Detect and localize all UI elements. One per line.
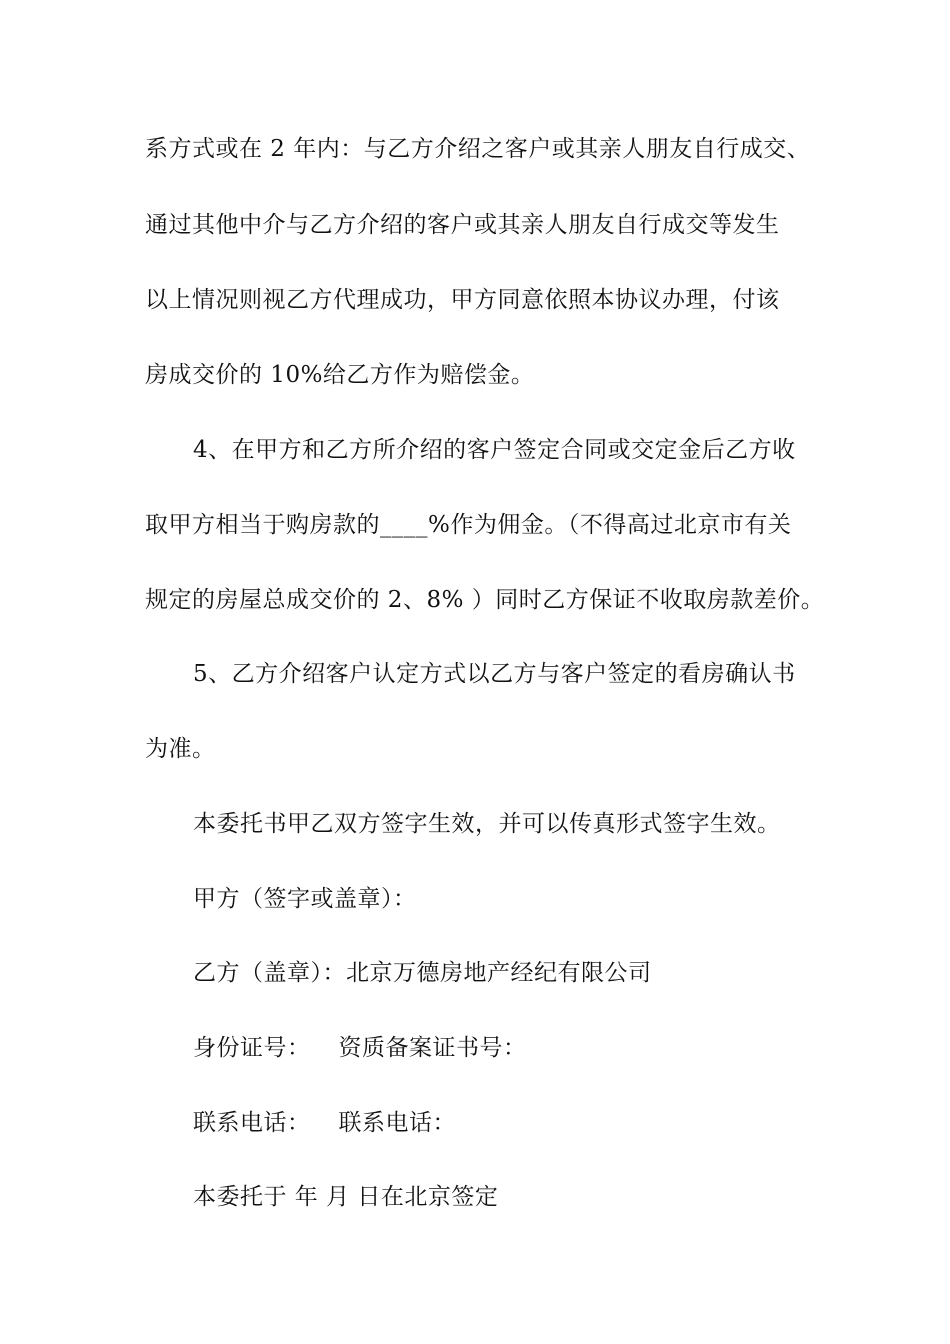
phone-line — [193, 1108, 873, 1138]
party-b-phone-label: 联系电话： — [338, 1110, 456, 1136]
paragraph-line: 取甲方相当于购房款的____%作为佣金。（不得高过北京市有关 — [145, 512, 792, 538]
paragraph-line: 以上情况则视乙方代理成功，甲方同意依照本协议办理，付该 — [145, 287, 780, 313]
id-number-label: 身份证号： — [193, 1035, 311, 1061]
id-number-line — [193, 1033, 873, 1063]
signing-date-line: 本委托于 年 月 日在北京签定 — [193, 1184, 499, 1210]
paragraph-line: 系方式或在 2 年内：与乙方介绍之客户或其亲人朋友自行成交、 — [145, 136, 811, 162]
paragraph-line: 房成交价的 10%给乙方作为赔偿金。 — [145, 362, 535, 388]
party-a-phone-label: 联系电话： — [193, 1110, 311, 1136]
paragraph-line: 规定的房屋总成交价的 2、8% ）同时乙方保证不收取房款差价。 — [145, 587, 825, 613]
party-a-signature: 甲方（签字或盖章）： — [193, 886, 417, 912]
paragraph-line: 为准。 — [145, 736, 216, 762]
clause-4-line: 4、在甲方和乙方所介绍的客户签定合同或交定金后乙方收 — [193, 437, 796, 463]
effect-statement: 本委托书甲乙双方签字生效，并可以传真形式签字生效。 — [193, 811, 781, 837]
paragraph-line: 通过其他中介与乙方介绍的客户或其亲人朋友自行成交等发生 — [145, 212, 780, 238]
clause-5-line: 5、乙方介绍客户认定方式以乙方与客户签定的看房确认书 — [193, 661, 796, 687]
qualification-number-label: 资质备案证书号： — [338, 1035, 527, 1061]
party-b-signature: 乙方（盖章）：北京万德房地产经纪有限公司 — [193, 960, 652, 986]
